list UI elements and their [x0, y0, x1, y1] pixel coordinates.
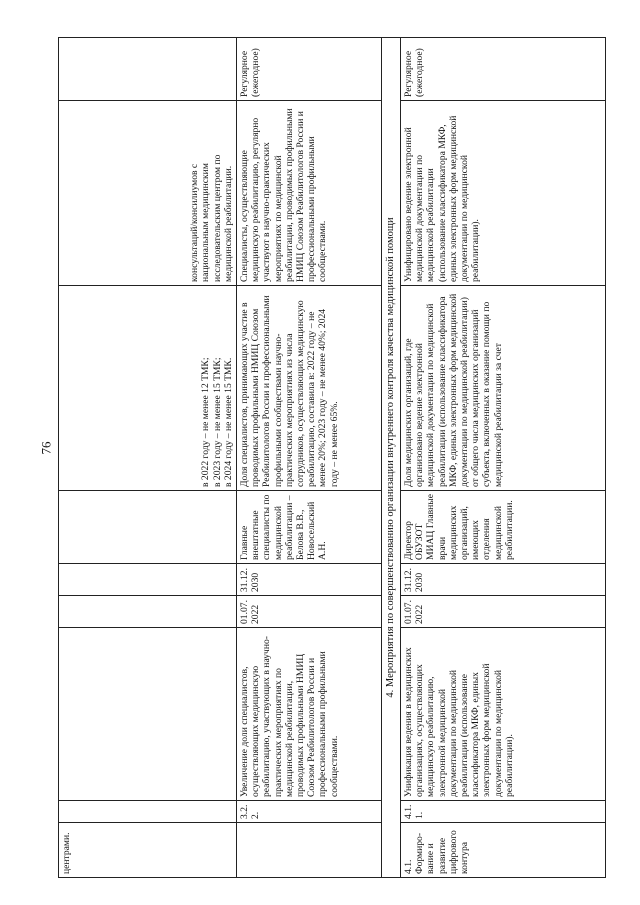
number-cell: 3.2.2.	[237, 801, 382, 823]
task-cell: центрами.	[59, 823, 237, 878]
action-cell: Увеличение доли специалистов, осуществляющих медицинскую реабилитацию, участвующих в научно-практических мероприятиях по медицинской реабилитации, проводимых профильными НМИЦ Союзом Реабилитологов России и профессиональными профильными сообществами.	[237, 628, 382, 801]
section-title: 4. Мероприятия по совершенствованию организации внутреннего контроля качества медицинской помощи	[382, 38, 401, 878]
period-cell: Регулярное (ежегодное)	[401, 38, 606, 101]
start-date-cell: 01.07. 2022	[401, 596, 606, 628]
action-cell	[59, 628, 237, 801]
responsible-cell	[59, 491, 237, 564]
table-row	[59, 38, 237, 878]
plan-table	[58, 37, 606, 878]
end-date-cell: 31.12. 2030	[237, 564, 382, 596]
end-date-cell	[59, 564, 237, 596]
start-date-cell: 01.07. 2022	[237, 596, 382, 628]
section-banner-row	[382, 38, 401, 878]
indicator-cell: Доля специалистов, принимающих участие в проводимых профильными НМИЦ Союзом Реабилитологов России и профессиональными профильными сообществами научно-практических мероприятиях из числа сотрудников, осуществляющих медицинскую реабилитацию, составила в: 2022 году – не менее 20%; 2023 году – не менее 40%; 2024 году – не менее 65%.	[237, 286, 382, 491]
number-cell: 4.1.1.	[401, 801, 606, 823]
task-cell: 4.1. Формиро-вание и развитие цифрового контура	[401, 823, 606, 878]
task-cell	[237, 823, 382, 878]
end-date-cell: 31.12. 2030	[401, 564, 606, 596]
responsible-cell: Главные внештатные специалисты по медицинской реабилитации – Белова В.В., Новосельский А.Н.	[237, 491, 382, 564]
period-cell	[59, 38, 237, 101]
responsible-cell: Директор ОБУЗОТ МИАЦ Главные врачи медицинских организаций, имеющих отделения медицинской реабилитации.	[401, 491, 606, 564]
indicator-cell: в 2022 году – не менее 12 ТМК; в 2023 году – не менее 15 ТМК; в 2024 году – не менее 15 ТМК.	[59, 286, 237, 491]
table-row	[237, 38, 382, 878]
number-cell	[59, 801, 237, 823]
page-number: 76	[38, 441, 54, 455]
start-date-cell	[59, 596, 237, 628]
result-cell: Унифицировано ведение электронной медицинской документации по медицинской реабилитации (использование классификатора МКФ, единых электронных форм медицинской документации по медицинской реабилитации).	[401, 101, 606, 286]
rotated-table-page	[58, 38, 606, 878]
period-cell: Регулярное (ежегодное)	[237, 38, 382, 101]
result-cell: Специалисты, осуществляющие медицинскую реабилитацию, регулярно участвуют в научно-практических мероприятиях по медицинской реабилитации, проводимых профильными НМИЦ Союзом Реабилитологов России и профессиональными профильными сообществами.	[237, 101, 382, 286]
indicator-cell: Доля медицинских организаций, где организовано ведение электронной медицинской документации по медицинской реабилитации (использование классификатора МКФ, единых электронных форм медицинской документации по медицинской реабилитации) от общего числа медицинских организаций субъекта, включенных в оказание помощи по медицинской реабилитации за счет	[401, 286, 606, 491]
result-cell: консультаций/консилиумов с национальным медицинским исследовательским центром по медицинской реабилитации.	[59, 101, 237, 286]
action-cell: Унификация ведения в медицинских организациях, осуществляющих медицинскую реабилитацию, электронной медицинской документации по медицинской реабилитации (использование классификатора МКФ, единых электронных форм медицинской документации по медицинской реабилитации).	[401, 628, 606, 801]
table-row	[401, 38, 606, 878]
